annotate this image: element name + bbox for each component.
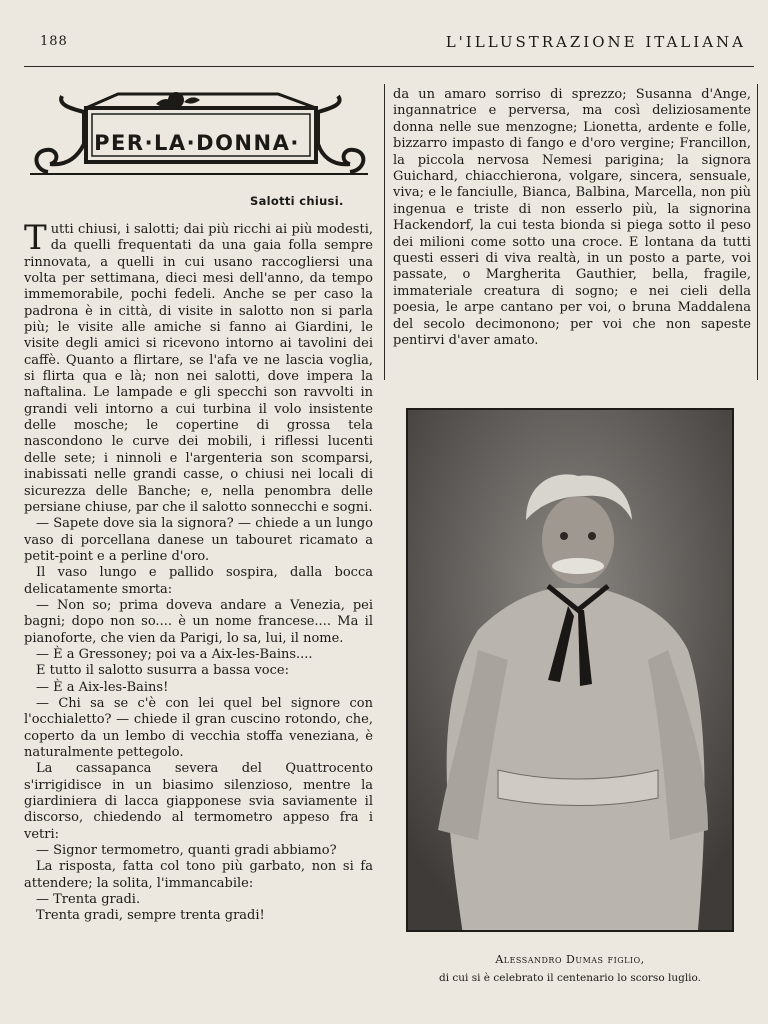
- paragraph: — Chi sa se c'è con lei quel bel signore con l'occhialetto? — chiede il gran cuscino rotondo, che, coperto da un lembo di vecchia stoffa veneziana, è naturalmente pettegolo.: [24, 695, 373, 760]
- banner-title: PER·LA·DONNA·: [94, 131, 300, 155]
- page-number: 188: [40, 34, 68, 49]
- right-column: [393, 87, 751, 382]
- portrait-photo: [406, 408, 734, 932]
- paragraph: E tutto il salotto susurra a bassa voce:: [36, 663, 289, 679]
- running-head: L'ILLUSTRAZIONE ITALIANA: [445, 33, 746, 51]
- section-title: Salotti chiusi.: [250, 194, 344, 208]
- photo-caption-text: di cui si è celebrato il centenario lo scorso luglio.: [438, 972, 702, 984]
- left-column: [24, 222, 373, 1024]
- paragraph: Il vaso lungo e pallido sospira, dalla bocca delicatamente smorta:: [24, 565, 373, 597]
- paragraph: — Signor termometro, quanti gradi abbiamo?: [36, 843, 337, 859]
- portrait-figure-image: [408, 410, 732, 930]
- header-rule: [24, 66, 754, 67]
- paragraph: Trenta gradi, sempre trenta gradi!: [36, 908, 265, 924]
- paragraph: — Trenta gradi.: [36, 892, 141, 908]
- drop-cap: T: [24, 222, 47, 258]
- paragraph: — È a Gressoney; poi va a Aix-les-Bains....: [36, 646, 313, 662]
- right-column-rule: [757, 84, 758, 380]
- paragraph: [24, 222, 373, 516]
- paragraph: — Sapete dove sia la signora? — chiede a un lungo vaso di porcellana danese un tabouret ricamato a petit-point e a perline d'oro.: [24, 516, 373, 564]
- paragraph: da un amaro sorriso di sprezzo; Susanna d'Ange, ingannatrice e perversa, ma così deliziosamente donna nelle sue menzogne; Lionetta, ardente e folle, bizzarro impasto di fango e d'oro vergine; Francillon, la piccola nervosa Nemesi parigina; la signora Guichard, chiacchierona, volgare, sincera, sensuale, viva; e le fanciulle, Bianca, Balbina, Marcella, non più ingenua e triste di non esserlo più, la signorina Hackendorf, la cui testa bionda si piega sotto il peso dei milioni come sotto una croce. E lontana da tutti questi esseri di viva realtà, in un posto a parte, voi passate, o Margherita Gauthier, bella, fragile, immateriale creatura di sogno; e nei cieli della poesia, le arpe cantano per voi, o bruna Maddalena del secolo decimonono; per voi che non sapeste pentirvi d'aver amato.: [393, 87, 751, 349]
- paragraph: La cassapanca severa del Quattrocento s'irrigidisce in un biasimo silenzioso, mentre la giardiniera di lacca giapponese svia saviamente il discorso, chiedendo al termometro appeso fra i vetri:: [24, 761, 373, 842]
- paragraph: — Non so; prima doveva andare a Venezia, pei bagni; dopo non so.... è un nome francese.... Ma il pianoforte, che vien da Parigi, lo sa, lui, il nome.: [24, 597, 373, 646]
- column-rule: [384, 84, 385, 380]
- paragraph-text: utti chiusi, i salotti; dai più ricchi ai più modesti, da quelli frequentati da una gaia folla sempre rinnovata, a quelli in cui usano raccogliersi una volta per settimana, dieci mesi dell'anno, da tempo immemorabile, pochi fedeli. Anche se per caso la padrona è in città, di visite in salotto non si parla più; le visite alle amiche si fanno ai Giardini, le visite degli amici si ricevono intorno ai tavolini dei caffè. Quanto a flirtare, se l'afa ve ne lascia voglia, si flirta qua e là; non nei salotti, dove impera la naftalina. Le lampade e gli specchi son ravvolti in grandi veli intorno a cui turbina il volo insistente delle mosche; le copertine di grossa tela nascondono le curve dei mobili, i riflessi lucenti delle sete; i ninnoli e l'argenteria son scomparsi, inabissati nelle grandi casse, o chiusi nei locali di sicurezza delle Banche; e, nella penombra delle persiane chiuse, par che il salotto sonnecchi e sogni.: [24, 222, 373, 515]
- paragraph: La risposta, fatta col tono più garbato, non si fa attendere; la solita, l'immancabile:: [24, 859, 373, 891]
- photo-caption-name: Alessandro Dumas figlio,: [495, 953, 645, 966]
- paragraph: — È a Aix-les-Bains!: [36, 679, 169, 695]
